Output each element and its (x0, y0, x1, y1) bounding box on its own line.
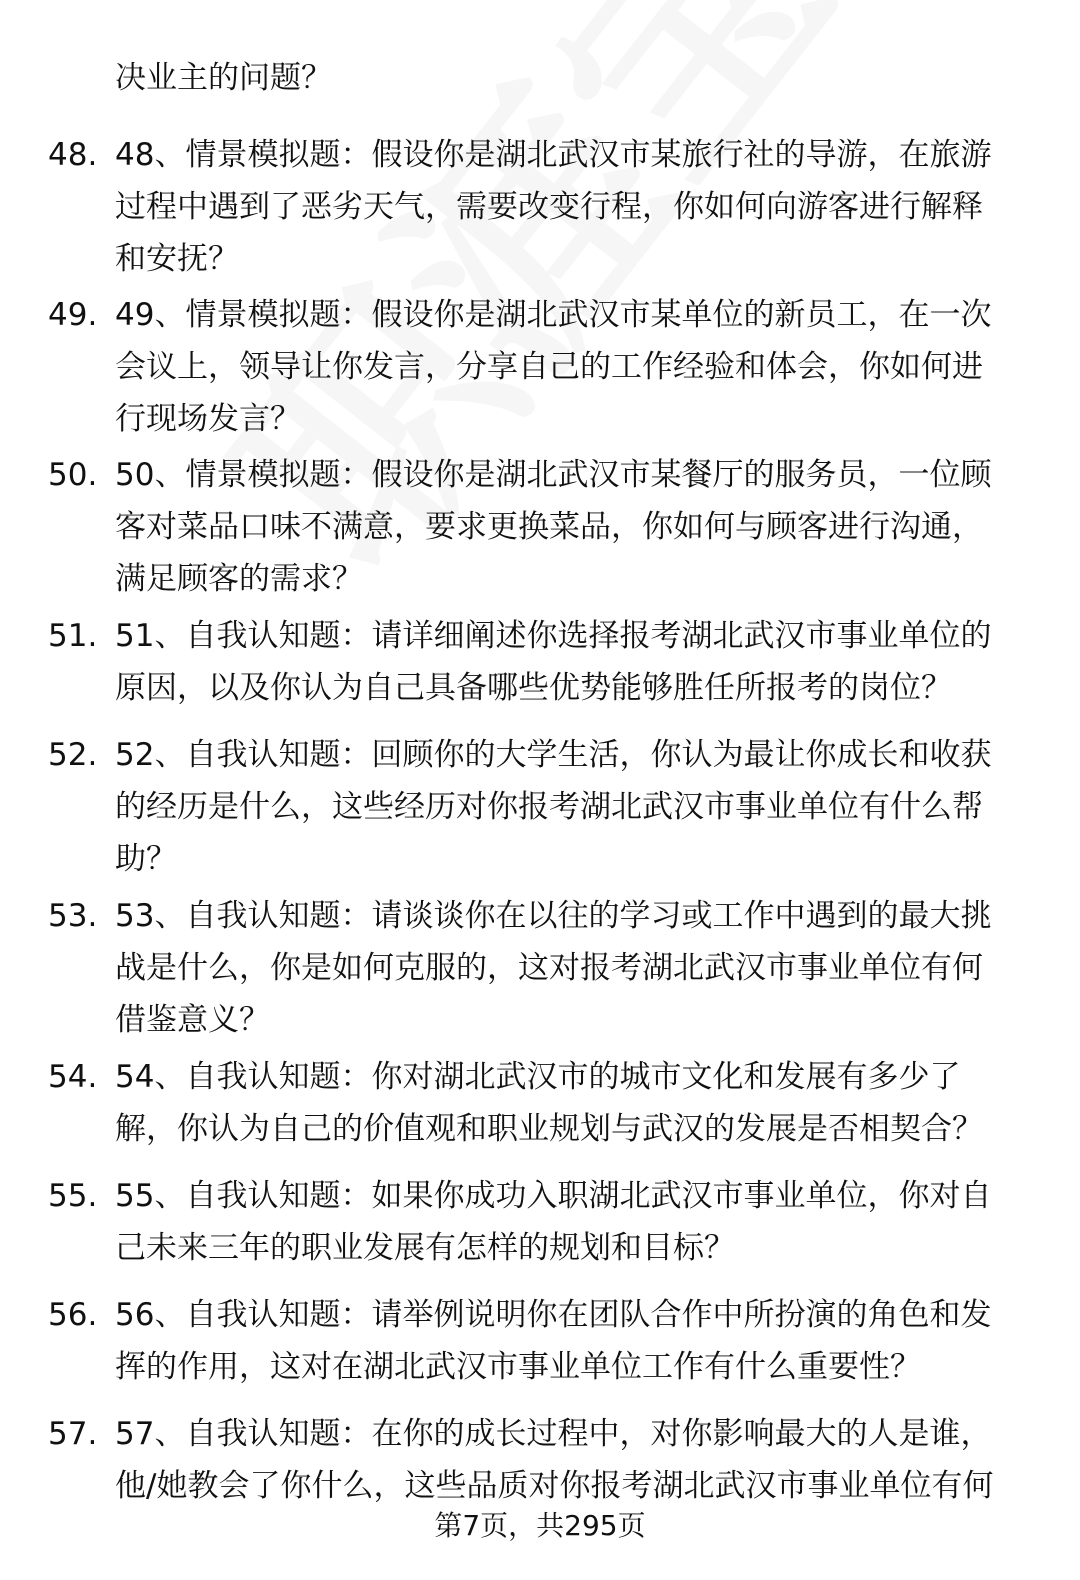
item-text-line: 会议上，领导让你发言，分享自己的工作经验和体会，你如何进 (115, 349, 983, 385)
item-text-line: 他/她教会了你什么，这些品质对你报考湖北武汉市事业单位有何 (115, 1468, 994, 1504)
item-number: 48. (48, 137, 98, 173)
item-number: 50. (48, 457, 98, 493)
item-text (115, 890, 1045, 1046)
item-number: 49. (48, 297, 98, 333)
item-text-line: 过程中遇到了恶劣天气，需要改变行程，你如何向游客进行解释 (115, 189, 983, 225)
item-text-line: 48、情景模拟题：假设你是湖北武汉市某旅行社的导游，在旅游 (115, 137, 992, 173)
item-text (115, 1051, 1045, 1155)
item-text-line: 己未来三年的职业发展有怎样的规划和目标？ (115, 1230, 735, 1266)
item-number: 57. (48, 1416, 98, 1452)
item-text-line: 57、自我认知题：在你的成长过程中，对你影响最大的人是谁， (115, 1416, 992, 1452)
item-text-line: 助？ (115, 841, 177, 877)
item-text-line: 和安抚？ (115, 241, 239, 277)
item-text (115, 449, 1045, 605)
item-number: 55. (48, 1178, 98, 1214)
item-text-line: 52、自我认知题：回顾你的大学生活，你认为最让你成长和收获 (115, 737, 992, 773)
item-text (115, 610, 1045, 714)
item-text-line: 原因，以及你认为自己具备哪些优势能够胜任所报考的岗位？ (115, 670, 952, 706)
item-text (115, 129, 1045, 285)
page-number-footer: 第7页，共295页 (434, 1509, 646, 1542)
item-text-line: 挥的作用，这对在湖北武汉市事业单位工作有什么重要性？ (115, 1349, 921, 1385)
item-text-line: 53、自我认知题：请谈谈你在以往的学习或工作中遇到的最大挑 (115, 898, 992, 934)
item-text-line: 满足顾客的需求？ (115, 561, 363, 597)
item-text-line: 54、自我认知题：你对湖北武汉市的城市文化和发展有多少了 (115, 1059, 961, 1095)
item-text-line: 解，你认为自己的价值观和职业规划与武汉的发展是否相契合？ (115, 1111, 983, 1147)
item-number: 54. (48, 1059, 98, 1095)
item-number: 53. (48, 898, 98, 934)
item-text-line: 51、自我认知题：请详细阐述你选择报考湖北武汉市事业单位的 (115, 618, 992, 654)
item-text-line: 战是什么，你是如何克服的，这对报考湖北武汉市事业单位有何 (115, 950, 983, 986)
item-text (115, 1408, 1045, 1512)
item-text (115, 289, 1045, 445)
item-number: 52. (48, 737, 98, 773)
continuation-line: 决业主的问题？ (115, 60, 332, 96)
item-text-line: 借鉴意义？ (115, 1002, 270, 1038)
item-number: 51. (48, 618, 98, 654)
item-text-line: 的经历是什么，这些经历对你报考湖北武汉市事业单位有什么帮 (115, 789, 983, 825)
item-text (115, 1289, 1045, 1393)
item-text (115, 729, 1045, 885)
item-text-line: 客对菜品口味不满意，要求更换菜品，你如何与顾客进行沟通， (115, 509, 983, 545)
item-text-line: 行现场发言？ (115, 401, 301, 437)
item-text (115, 1170, 1045, 1274)
item-text-line: 49、情景模拟题：假设你是湖北武汉市某单位的新员工，在一次 (115, 297, 992, 333)
item-number: 56. (48, 1297, 98, 1333)
item-text-line: 56、自我认知题：请举例说明你在团队合作中所扮演的角色和发 (115, 1297, 992, 1333)
item-text-line: 55、自我认知题：如果你成功入职湖北武汉市事业单位，你对自 (115, 1178, 992, 1214)
item-text-line: 50、情景模拟题：假设你是湖北武汉市某餐厅的服务员，一位顾 (115, 457, 992, 493)
